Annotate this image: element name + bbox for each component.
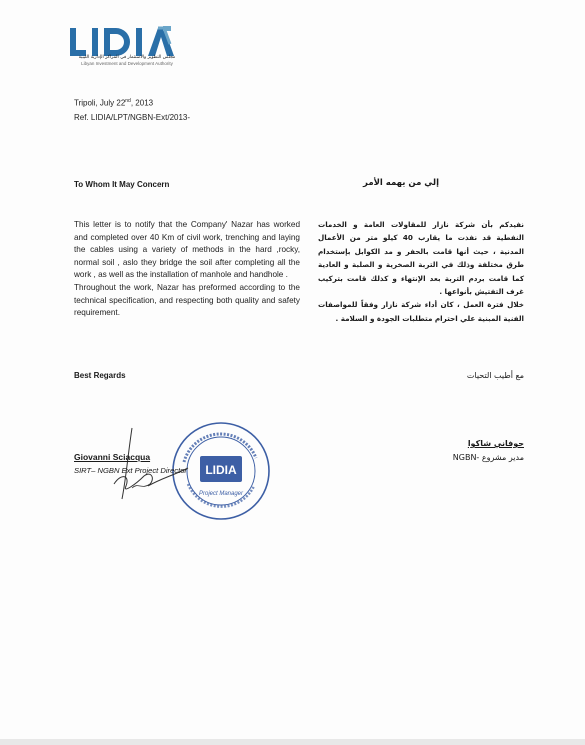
stamp-center-text: LIDIA <box>205 463 237 477</box>
handwritten-signature <box>92 424 202 504</box>
english-signer-role: SIRT– NGBN Ext Project Director <box>74 466 187 475</box>
arabic-salutation: إلي من يهمه الأمر <box>363 178 439 188</box>
lidia-logo <box>66 22 186 84</box>
arabic-signer-role: مدير مشروع -NGBN <box>452 453 524 462</box>
english-body <box>74 219 300 320</box>
letter-meta <box>74 94 190 125</box>
english-salutation: To Whom It May Concern <box>74 180 170 189</box>
logo-english-tagline: Libyan Investment and Development Authority <box>81 61 173 66</box>
arabic-body <box>318 218 524 325</box>
english-paragraph-2: Throughout the work, Nazar has preformed according to the technical specification, and respecting both quality and safety requirement. <box>74 282 300 318</box>
letter-reference: Ref. LIDIA/LPT/NGBN-Ext/2013- <box>74 112 191 122</box>
english-signer-name: Giovanni Sciacqua <box>74 452 151 462</box>
english-closing: Best Regards <box>74 371 126 380</box>
arabic-signer-name: جوفاني شاكوا <box>467 439 524 448</box>
letter-date: Tripoli, July 22nd, 2013 <box>74 98 154 108</box>
page-bottom-edge <box>0 739 585 745</box>
english-paragraph-1: This letter is to notify that the Company' Nazar has worked and completed over 40 Km of civil work, trenching and laying the cables using a variety of methods in the hard ,rocky, normal soil , aslo they bridge the soil after completing all the work , as well as the installation of manhole and handhole . <box>74 220 300 280</box>
stamp-bottom-text: Project Manager <box>198 491 244 497</box>
logo-arabic-tagline: مجلس التطوير والاستثمار في المراكز الإدارية الليبية <box>78 55 176 60</box>
arabic-paragraph-2: خلال فترة العمل ، كان أداء شركة نازار وفقاً للمواصفات الفنية المبنية علي احترام متطلبات الجودة و السلامة . <box>318 300 524 323</box>
arabic-closing: مع أطيب التحيات <box>466 371 524 380</box>
arabic-paragraph-1: نفيدكم بأن شركة نازار للمقاولات العامة و الخدمات النفطية قد نفذت ما يقارب 40 كيلو متر من الأعمال المدنية ، حيث أنها قامت بالحفر و مد الكوابل بإستخدام طرق مختلفة وذلك في التربة الصخرية و الصلبة و العادية كما قامت بردم التربة بعد الإنتهاء و كذلك قامت بتركيب غرف التفتيش بأنواعها . <box>318 220 524 297</box>
